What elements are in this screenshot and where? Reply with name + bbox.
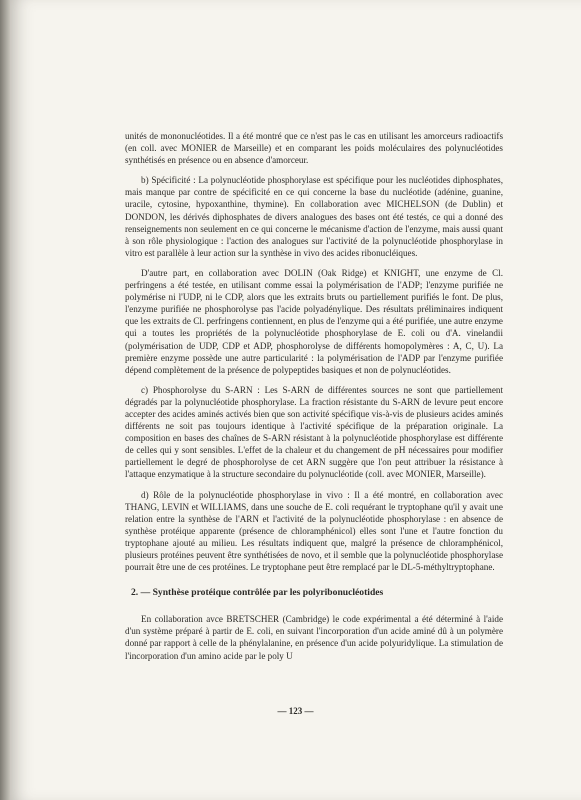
paragraph-intro: unités de mononucléotides. Il a été montré que ce n'est pas le cas en utilisant les amorceurs radioactifs (en coll. avec MONIER de Marseille) et en comparant les poids moléculaires des polynucléotides synthétisés en présence ou en absence d'amorceur. (125, 131, 503, 166)
scanned-page (10, 0, 581, 800)
paragraph-perfringens: D'autre part, en collaboration avec DOLIN (Oak Ridge) et KNIGHT, une enzyme de Cl. perfringens a été testée, en utilisant comme essai la polymérisation de l'ADP; l'enzyme purifiée ne polymérise ni l'UDP, ni le CDP, alors que les extraits bruts ou partiellement purifiés le font. De plus, l'enzyme purifiée ne phosphorolyse pas l'acide polyadénylique. Des résultats préliminaires indiquent que les extraits de Cl. perfringens contiennent, en plus de l'enzyme qui a été purifiée, une autre enzyme qui a toutes les propriétés de la polynucléotide phosphorylase de E. coli ou d'A. vinelandii (polymérisation de UDP, CDP et ADP, phosphorolyse de différents homopolymères : A, C, U). La première enzyme possède une autre particularité : la polymérisation de l'ADP par l'enzyme purifiée dépend complètement de la présence de polypeptides basiques et non de polynucléotides. (125, 267, 503, 375)
paragraph-phosphorolyse: c) Phosphorolyse du S-ARN : Les S-ARN de différentes sources ne sont que partiellement dégradés par la polynucléotide phosphorylase. La fraction résistante du S-ARN de levure peut encore accepter des acides aminés activés bien que son activité spécifique vis-à-vis de plusieurs acides aminés différents ne soit pas toujours identique à l'activité spécifique de la préparation originale. La composition en bases des chaînes de S-ARN résistant à la polynucléotide phosphorylase est différente de celles qui y sont sensibles. L'effet de la chaleur et du changement de pH nécessaires pour modifier partiellement le degré de phosphorolyse de cet ARN suggère que l'on peut attribuer la résistance à l'attaque enzymatique à la structure secondaire du polynucléotide (coll. avec MONIER, Marseille). (125, 384, 503, 480)
book-spine-shadow (0, 0, 10, 800)
paragraph-role-in-vivo: d) Rôle de la polynucléotide phosphorylase in vivo : Il a été montré, en collaboration avec THANG, LEVIN et WILLIAMS, dans une souche de E. coli requérant le tryptophane qu'il y avait une relation entre la synthèse de l'ARN et l'activité de la polynucléotide phosphorylase : en absence de synthèse protéique apparente (présence de chloramphénicol) elles sont l'une et l'autre fonction du tryptophane ajouté au milieu. Les résultats indiquent que, malgré la présence de chloramphénicol, plusieurs protéines peuvent être synthétisées de novo, et il semble que la polynucléotide phosphorylase pourrait être une de ces protéines. Le tryptophane peut être remplacé par le DL-5-méthyltryptophane. (125, 489, 503, 573)
paragraph-final: En collaboration avce BRETSCHER (Cambridge) le code expérimental a été déterminé à l'aide d'un système préparé à partir de E. coli, en suivant l'incorporation d'un acide aminé dû à un polymère donné par rapport à celle de la phénylalanine, en présence d'un acide polyuridylique. La stimulation de l'incorporation d'un amino acide par le poly U (125, 614, 503, 661)
paragraph-specificite: b) Spécificité : La polynucléotide phosphorylase est spécifique pour les nucléotides diphosphates, mais manque par contre de spécificité en ce qui concerne la base du nucléotide (adénine, guanine, uracile, cytosine, hypoxanthine, thymine). En collaboration avec MICHELSON (de Dublin) et DONDON, les dérivés diphosphates de divers analogues des bases ont été testés, ce qui a donné des renseignements non seulement en ce qui concerne le mécanisme d'action de l'enzyme, mais aussi quant à son rôle physiologique : l'action des analogues sur l'activité de la polynucléotide phosphorylase in vitro est parallèle à leur action sur la synthèse in vivo des acides ribonucléiques. (125, 175, 503, 258)
section-heading: 2. — Synthèse protéique contrôlée par les polyribonucléotides (131, 587, 384, 599)
body-text (125, 130, 503, 670)
page-number: — 123 — (277, 706, 314, 716)
